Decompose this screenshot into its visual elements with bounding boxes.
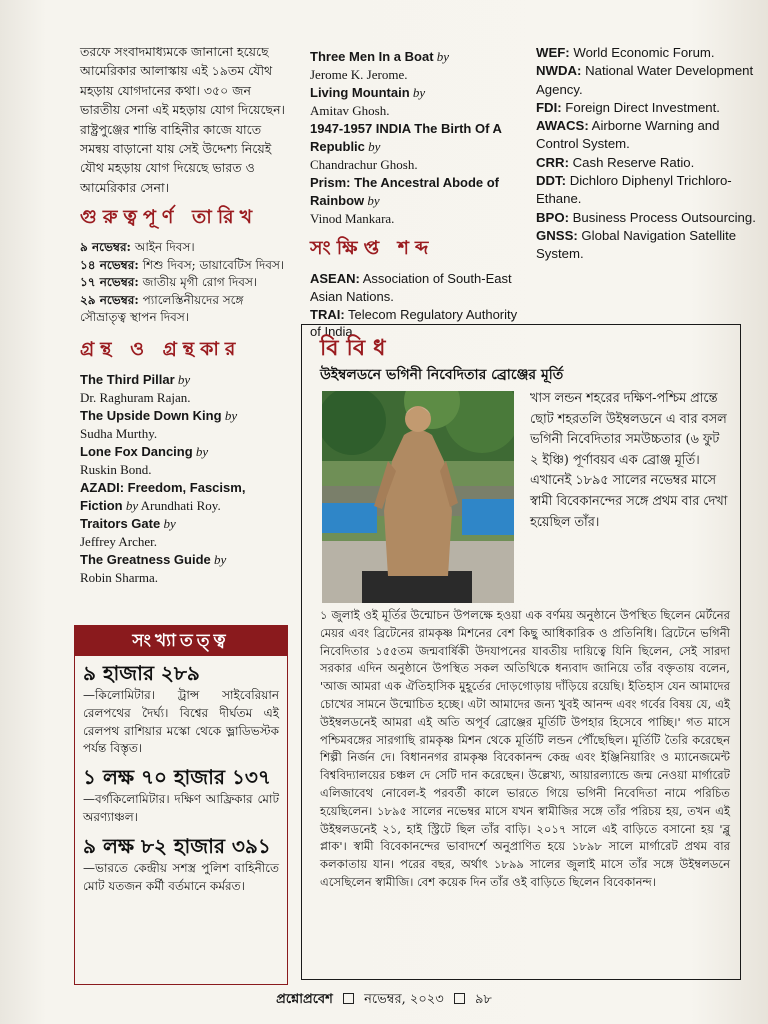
book-entry: Living Mountain by: [310, 85, 426, 100]
abbreviation-item: NWDA: National Water Development Agency.: [536, 63, 754, 97]
books-heading: গ্রন্থ ও গ্রন্থকার: [80, 337, 242, 360]
page-number: ৯৮: [474, 992, 492, 1007]
date-item: ৯ নভেম্বর: আইন দিবস।: [80, 240, 195, 255]
column-right: [536, 44, 758, 264]
abbreviation-item: TRAI: Telecom Regulatory Authority of India.: [310, 306, 518, 340]
abbreviation-item: ASEAN: Association of South-East Asian Nations.: [310, 271, 512, 304]
books-list-continued: [310, 48, 520, 228]
abbreviation-item: AWACS: Airborne Warning and Control System.: [536, 118, 720, 152]
statistics-box: [74, 625, 288, 985]
book-author: Robin Sharma.: [80, 569, 158, 585]
article-intro: খাস লন্ডন শহরের দক্ষিণ-পশ্চিম প্রান্তে ছোট শহরতলি উইম্বলডনে এ বার বসল ভগিনী নিবেদিতার সমউচ্চতার (৬ ফুট ২ ইঞ্চি) পূর্ণাবয়ব এক ব্রোঞ্জ মূর্তি। এখানেই ১৮৯৫ সালের নভেম্বর মাসে স্বামী বিবেকানন্দের সঙ্গে প্রথম বার দেখা হয়েছিল তাঁর।: [530, 391, 728, 530]
stat-description: —বর্গকিলোমিটার। দক্ষিণ আফ্রিকার মোট অরণ্যাঞ্চল।: [83, 792, 279, 824]
abbreviation-item: WEF: World Economic Forum.: [536, 45, 715, 60]
page-footer: [0, 990, 768, 1011]
date-item: ২৯ নভেম্বর: প্যালেস্তিনীয়দের সঙ্গে সৌভ্রাতৃত্ব স্থাপন দিবস।: [80, 292, 244, 325]
book-entry: Prism: The Ancestral Abode of Rainbow by: [310, 175, 500, 208]
abbreviations-heading: সংক্ষিপ্ত শব্দ: [310, 237, 435, 259]
statistics-heading: সংখ্যাতত্ত্ব: [75, 626, 287, 656]
issue-date: নভেম্বর, ২০২৩: [364, 992, 444, 1007]
abbreviation-item: CRR: Cash Reserve Ratio.: [536, 154, 695, 170]
magazine-name: প্রশ্নোপ্রবেশ: [276, 992, 333, 1007]
book-entry: The Greatness Guide by: [80, 551, 227, 567]
book-entry: The Third Pillar by: [80, 371, 191, 387]
book-author: Amitav Ghosh.: [310, 103, 390, 118]
book-entry: Three Men In a Boat by: [310, 49, 450, 64]
abbreviation-item: GNSS: Global Navigation Satellite System.: [536, 227, 737, 262]
statue-photo: [322, 391, 514, 603]
book-author: Jerome K. Jerome.: [310, 67, 408, 82]
stat-description: —কিলোমিটার। ট্রান্স সাইবেরিয়ান রেলপথের দৈর্ঘ্য। বিশ্বের দীর্ঘতম এই রেলপথ রাশিয়ার মস্কো থেকে ভ্লাডিভস্টক পর্যন্ত বিস্তৃত।: [83, 688, 279, 756]
book-entry: Lone Fox Dancing by: [80, 443, 209, 459]
miscellany-heading: বিবিধ: [320, 336, 394, 361]
book-author: Jeffrey Archer.: [80, 533, 158, 549]
book-entry: Traitors Gate by: [80, 515, 176, 531]
article-body: ১ জুলাই ওই মূর্তির উন্মোচন উপলক্ষে হওয়া এক বর্ণময় অনুষ্ঠানে উপস্থিত ছিলেন মের্টনের মেয়র এবং ব্রিটেনের রামকৃষ্ণ মিশনের বেশ কিছু আধিকারিক ও প্রতিনিধি। ব্রিটেনে ভগিনী নিবেদিতার ১৫৫তম জন্মবার্ষিকী উদযাপনের যাবতীয় দায়িত্বে যিনি ছিলেন, সেই সারদা সরকার এদিন অনুষ্ঠানে উপস্থিত সকল অতিথিকে ধন্যবাদ জানিয়ে তাঁর বক্তৃতায় বলেন, 'আজ আমরা এক ঐতিহাসিক মুহূর্তের দোড়গোড়ায় দাঁড়িয়ে রয়েছি। ইতিহাস যেন আমাদের চোখের সামনে উন্মোচিত হচ্ছে। এটা আমাদের জন্য খুবই আনন্দ এবং গর্বের বিষয় যে, এই উইম্বলডনেই আমরা এই অতি অপূর্ব ব্রোঞ্জের মূর্তিটি উপহার হিসেবে পাচ্ছি।' গত মাসে পশ্চিমবঙ্গের সারগাছি রামকৃষ্ণ মিশন থেকে মূর্তিটি লন্ডন পৌঁছেছিল। মূর্তিটি তৈরি করেছেন শিল্পী নির্জন দে। বিধাননগর রামকৃষ্ণ বিবেকানন্দ কেন্দ্র এবং ইঞ্জিনিয়ারিং ও ম্যানেজমেন্ট বিশ্ববিদ্যালয়ের চঞ্চল দে সেটি দান করেছেন। উল্লেখ্য, আয়ারল্যান্ডে জন্ম নেওয়া মার্গারেট এলিজাবেথ নোবেল-ই পরবর্তী কালে ভারতে গিয়ে ভগিনী নিবেদিতা নামে পরিচিত হয়েছিলেন। ১৮৯৫ সালের নভেম্বর মাসে যখন স্বামীজির সঙ্গে তাঁর পরিচয় হয়, তখন এই উইম্বলডনেই ২১, হাই স্ট্রিটে ছিল তাঁর বাড়ি। ২০১৭ সালে এই বাড়িতে বসানো হয় 'ব্লু প্লাক'। স্বামী বিবেকানন্দের ভাবাদর্শে অনুপ্রাণিত হয়ে ১৮৯৮ সালে মার্গারেট প্রথম বার কলকাতায় যান। পরের বছর, অর্থাৎ ১৮৯৯ সালের জুলাই মাসে তাঁর সঙ্গে উইম্বলডনে এসেছিলেন স্বামীজি। বেশ কয়েক দিন তাঁর ওই বাড়িতে ছিলেন বিবেকানন্দ।: [320, 608, 730, 889]
book-entry: The Upside Down King by: [80, 407, 238, 423]
stat-number: ৯ হাজার ২৮৯: [83, 661, 200, 685]
article-headline: উইম্বলডনে ভগিনী নিবেদিতার ব্রোঞ্জের মূর্তি: [320, 367, 564, 383]
miscellany-box: [301, 324, 741, 980]
date-item: ১৭ নভেম্বর: জাতীয় মৃগী রোগ দিবস।: [80, 275, 258, 290]
square-separator-icon: [343, 993, 354, 1004]
abbreviation-item: BPO: Business Process Outsourcing.: [536, 209, 756, 225]
book-entry: AZADI: Freedom, Fascism, Fiction by Arundhati Roy.: [80, 479, 246, 513]
dates-heading: গুরুত্বপূর্ণ তারিখ: [80, 206, 259, 229]
book-author: Dr. Raghuram Rajan.: [80, 389, 191, 405]
book-author: Chandrachur Ghosh.: [310, 157, 418, 172]
stat-description: —ভারতে কেন্দ্রীয় সশস্ত্র পুলিশ বাহিনীতে মোট যতজন কর্মী বর্তমানে কর্মরত।: [83, 860, 279, 893]
column-left: [80, 42, 290, 587]
book-entry: 1947-1957 INDIA The Birth Of A Republic by: [310, 121, 502, 154]
date-item: ১৪ নভেম্বর: শিশু দিবস; ডায়াবেটিস দিবস।: [80, 257, 285, 272]
stat-number: ৯ লক্ষ ৮২ হাজার ৩৯১: [83, 833, 271, 858]
square-separator-icon: [454, 993, 465, 1004]
dates-list: [80, 239, 290, 327]
book-author: Ruskin Bond.: [80, 461, 152, 477]
stat-number: ১ লক্ষ ৭০ হাজার ১৩৭: [83, 765, 271, 790]
books-list: [80, 371, 290, 587]
intro-paragraph: তরফে সংবাদমাধ্যমকে জানানো হয়েছে আমেরিকার আলাস্কায় এই ১৯তম যৌথ মহড়ায় যোগদানের কথা। ৩৫০ জন ভারতীয় সেনা এই মহড়ায় যোগ দিয়েছেন। রাষ্ট্রপুঞ্জের শান্তি বাহিনীর কাজে যাতে সমন্বয় বাড়ানো যায় সেই উদ্দেশ্য নিয়েই যৌথ মহড়ায় যোগ দিয়েছে ভারত ও আমেরিকার সেনা।: [80, 44, 285, 195]
abbreviation-item: DDT: Dichloro Diphenyl Trichloro-Ethane.: [536, 173, 732, 207]
abbreviation-item: FDI: Foreign Direct Investment.: [536, 99, 720, 115]
book-author: Sudha Murthy.: [80, 425, 158, 441]
book-author: Vinod Mankara.: [310, 211, 395, 226]
column-middle: [310, 48, 520, 341]
